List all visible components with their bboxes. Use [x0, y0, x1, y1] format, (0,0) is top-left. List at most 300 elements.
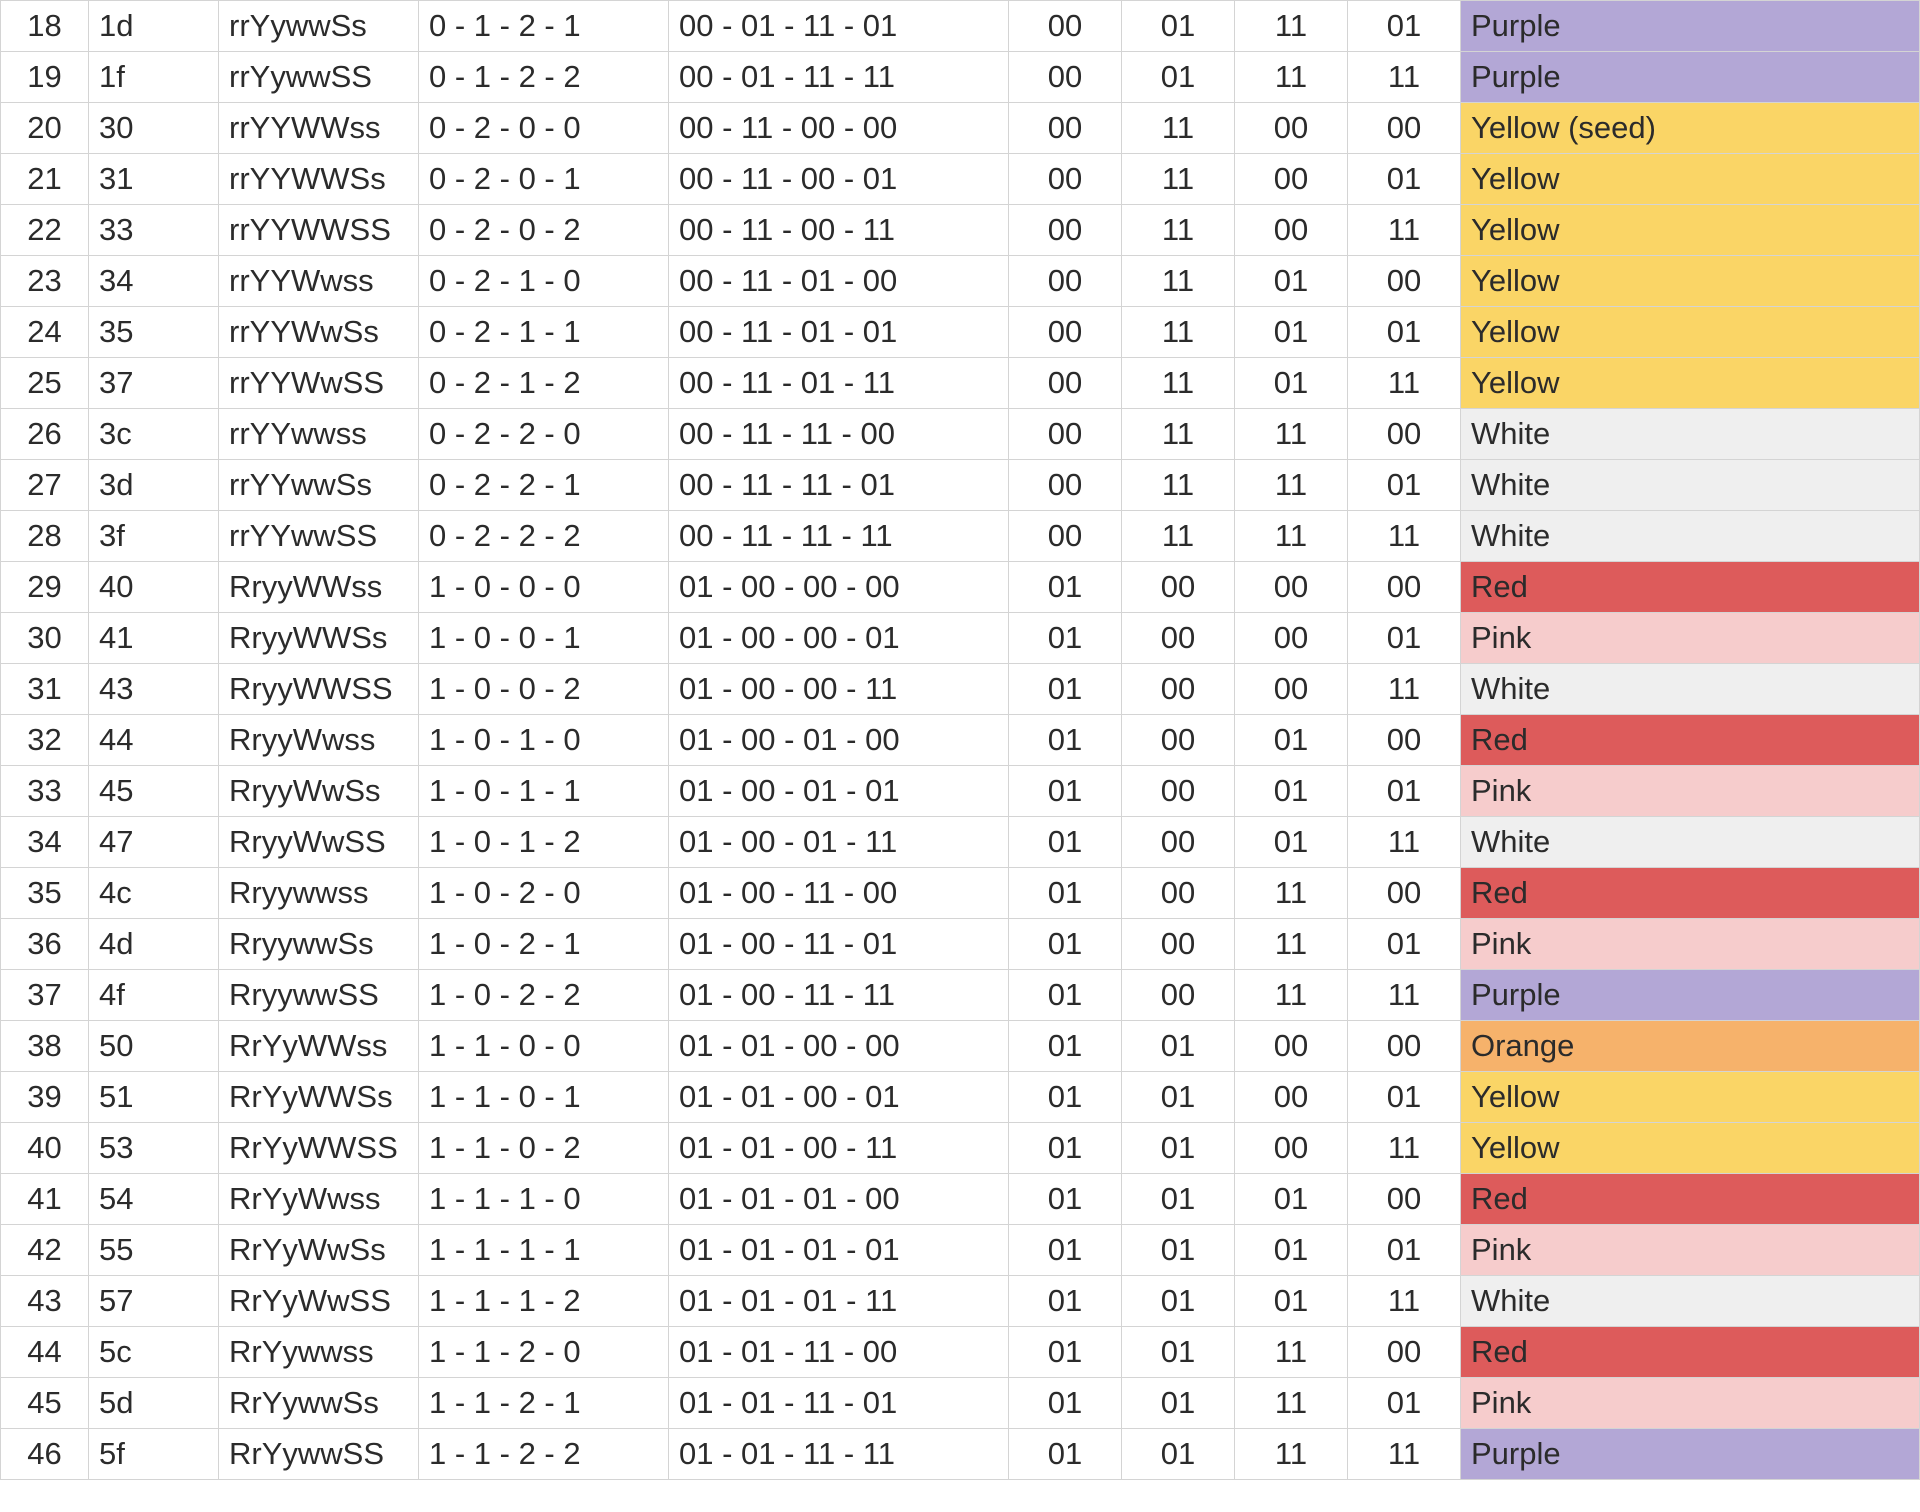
- dosage-cell[interactable]: 1 - 0 - 1 - 0: [419, 715, 669, 766]
- row-header-cell[interactable]: 33: [1, 766, 89, 817]
- dosage-cell[interactable]: 1 - 0 - 0 - 0: [419, 562, 669, 613]
- genotype-cell[interactable]: RryyWwss: [219, 715, 419, 766]
- genotype-cell[interactable]: RrYyWwSS: [219, 1276, 419, 1327]
- hex-cell[interactable]: 41: [89, 613, 219, 664]
- table-row[interactable]: [1, 1021, 1920, 1072]
- genotype-cell[interactable]: RrYywwSs: [219, 1378, 419, 1429]
- bits-cell[interactable]: 00 - 11 - 01 - 00: [669, 256, 1009, 307]
- table-row[interactable]: [1, 766, 1920, 817]
- genotype-cell[interactable]: rrYYWwss: [219, 256, 419, 307]
- bit-pair-3-cell[interactable]: 00: [1235, 664, 1348, 715]
- table-row[interactable]: [1, 511, 1920, 562]
- row-header-cell[interactable]: 43: [1, 1276, 89, 1327]
- dosage-cell[interactable]: 0 - 2 - 2 - 0: [419, 409, 669, 460]
- bit-pair-1-cell[interactable]: 00: [1009, 256, 1122, 307]
- bit-pair-4-cell[interactable]: 11: [1348, 970, 1461, 1021]
- genotype-cell[interactable]: RryyWWSS: [219, 664, 419, 715]
- bit-pair-2-cell[interactable]: 11: [1122, 205, 1235, 256]
- table-row[interactable]: [1, 1276, 1920, 1327]
- dosage-cell[interactable]: 1 - 0 - 1 - 2: [419, 817, 669, 868]
- bits-cell[interactable]: 01 - 01 - 11 - 00: [669, 1327, 1009, 1378]
- bit-pair-3-cell[interactable]: 01: [1235, 256, 1348, 307]
- bit-pair-1-cell[interactable]: 00: [1009, 511, 1122, 562]
- bit-pair-1-cell[interactable]: 01: [1009, 817, 1122, 868]
- row-header-cell[interactable]: 22: [1, 205, 89, 256]
- bit-pair-3-cell[interactable]: 11: [1235, 868, 1348, 919]
- row-header-cell[interactable]: 29: [1, 562, 89, 613]
- table-row[interactable]: [1, 1072, 1920, 1123]
- bit-pair-4-cell[interactable]: 11: [1348, 1276, 1461, 1327]
- bits-cell[interactable]: 01 - 00 - 11 - 01: [669, 919, 1009, 970]
- dosage-cell[interactable]: 1 - 0 - 0 - 1: [419, 613, 669, 664]
- dosage-cell[interactable]: 1 - 0 - 1 - 1: [419, 766, 669, 817]
- bits-cell[interactable]: 01 - 00 - 11 - 11: [669, 970, 1009, 1021]
- genotype-cell[interactable]: rrYYWWss: [219, 103, 419, 154]
- bit-pair-3-cell[interactable]: 00: [1235, 1021, 1348, 1072]
- bit-pair-1-cell[interactable]: 01: [1009, 1276, 1122, 1327]
- bits-cell[interactable]: 01 - 00 - 00 - 01: [669, 613, 1009, 664]
- dosage-cell[interactable]: 1 - 0 - 2 - 2: [419, 970, 669, 1021]
- bit-pair-3-cell[interactable]: 01: [1235, 358, 1348, 409]
- bit-pair-4-cell[interactable]: 11: [1348, 817, 1461, 868]
- hex-cell[interactable]: 3c: [89, 409, 219, 460]
- genotype-cell[interactable]: RryyWWss: [219, 562, 419, 613]
- bit-pair-3-cell[interactable]: 11: [1235, 970, 1348, 1021]
- color-label-cell[interactable]: Yellow: [1461, 154, 1920, 205]
- dosage-cell[interactable]: 0 - 2 - 0 - 2: [419, 205, 669, 256]
- bit-pair-3-cell[interactable]: 00: [1235, 1072, 1348, 1123]
- bits-cell[interactable]: 00 - 01 - 11 - 11: [669, 52, 1009, 103]
- bit-pair-2-cell[interactable]: 11: [1122, 307, 1235, 358]
- genotype-cell[interactable]: Rryywwss: [219, 868, 419, 919]
- bit-pair-4-cell[interactable]: 01: [1348, 1378, 1461, 1429]
- table-row[interactable]: [1, 358, 1920, 409]
- hex-cell[interactable]: 37: [89, 358, 219, 409]
- bit-pair-4-cell[interactable]: 00: [1348, 715, 1461, 766]
- table-row[interactable]: [1, 103, 1920, 154]
- bit-pair-3-cell[interactable]: 01: [1235, 1225, 1348, 1276]
- bit-pair-3-cell[interactable]: 00: [1235, 205, 1348, 256]
- bit-pair-3-cell[interactable]: 11: [1235, 511, 1348, 562]
- bits-cell[interactable]: 00 - 11 - 00 - 01: [669, 154, 1009, 205]
- bit-pair-3-cell[interactable]: 11: [1235, 460, 1348, 511]
- hex-cell[interactable]: 5d: [89, 1378, 219, 1429]
- row-header-cell[interactable]: 21: [1, 154, 89, 205]
- dosage-cell[interactable]: 1 - 0 - 0 - 2: [419, 664, 669, 715]
- row-header-cell[interactable]: 30: [1, 613, 89, 664]
- genotype-cell[interactable]: RrYyWwss: [219, 1174, 419, 1225]
- table-row[interactable]: [1, 868, 1920, 919]
- table-row[interactable]: [1, 154, 1920, 205]
- bit-pair-4-cell[interactable]: 01: [1348, 1072, 1461, 1123]
- bits-cell[interactable]: 00 - 11 - 01 - 11: [669, 358, 1009, 409]
- bit-pair-4-cell[interactable]: 00: [1348, 868, 1461, 919]
- bit-pair-2-cell[interactable]: 00: [1122, 613, 1235, 664]
- color-label-cell[interactable]: Orange: [1461, 1021, 1920, 1072]
- color-label-cell[interactable]: Pink: [1461, 766, 1920, 817]
- bit-pair-2-cell[interactable]: 11: [1122, 154, 1235, 205]
- bit-pair-3-cell[interactable]: 00: [1235, 613, 1348, 664]
- table-row[interactable]: [1, 1327, 1920, 1378]
- bit-pair-3-cell[interactable]: 11: [1235, 1378, 1348, 1429]
- color-label-cell[interactable]: Purple: [1461, 970, 1920, 1021]
- genotype-cell[interactable]: RryyWWSs: [219, 613, 419, 664]
- hex-cell[interactable]: 51: [89, 1072, 219, 1123]
- genotype-cell[interactable]: RrYyWWSS: [219, 1123, 419, 1174]
- bit-pair-1-cell[interactable]: 00: [1009, 307, 1122, 358]
- color-label-cell[interactable]: Purple: [1461, 1, 1920, 52]
- genotype-cell[interactable]: rrYYwwSs: [219, 460, 419, 511]
- color-label-cell[interactable]: Red: [1461, 715, 1920, 766]
- bit-pair-2-cell[interactable]: 00: [1122, 817, 1235, 868]
- bit-pair-1-cell[interactable]: 00: [1009, 1, 1122, 52]
- bit-pair-4-cell[interactable]: 01: [1348, 460, 1461, 511]
- hex-cell[interactable]: 3d: [89, 460, 219, 511]
- row-header-cell[interactable]: 42: [1, 1225, 89, 1276]
- row-header-cell[interactable]: 28: [1, 511, 89, 562]
- table-row[interactable]: [1, 460, 1920, 511]
- hex-cell[interactable]: 34: [89, 256, 219, 307]
- bit-pair-2-cell[interactable]: 00: [1122, 715, 1235, 766]
- genotype-cell[interactable]: RrYywwss: [219, 1327, 419, 1378]
- bit-pair-2-cell[interactable]: 01: [1122, 1123, 1235, 1174]
- hex-cell[interactable]: 4f: [89, 970, 219, 1021]
- bit-pair-1-cell[interactable]: 01: [1009, 766, 1122, 817]
- genotype-cell[interactable]: RrYyWWSs: [219, 1072, 419, 1123]
- bit-pair-3-cell[interactable]: 01: [1235, 1276, 1348, 1327]
- table-row[interactable]: [1, 1429, 1920, 1480]
- bit-pair-3-cell[interactable]: 01: [1235, 766, 1348, 817]
- bit-pair-4-cell[interactable]: 11: [1348, 664, 1461, 715]
- bit-pair-4-cell[interactable]: 00: [1348, 103, 1461, 154]
- bit-pair-2-cell[interactable]: 11: [1122, 256, 1235, 307]
- row-header-cell[interactable]: 39: [1, 1072, 89, 1123]
- hex-cell[interactable]: 1d: [89, 1, 219, 52]
- bits-cell[interactable]: 01 - 01 - 01 - 00: [669, 1174, 1009, 1225]
- hex-cell[interactable]: 50: [89, 1021, 219, 1072]
- row-header-cell[interactable]: 20: [1, 103, 89, 154]
- bit-pair-4-cell[interactable]: 01: [1348, 919, 1461, 970]
- bit-pair-1-cell[interactable]: 01: [1009, 1327, 1122, 1378]
- row-header-cell[interactable]: 31: [1, 664, 89, 715]
- bit-pair-1-cell[interactable]: 01: [1009, 715, 1122, 766]
- genotype-cell[interactable]: rrYYWwSS: [219, 358, 419, 409]
- bits-cell[interactable]: 00 - 11 - 00 - 00: [669, 103, 1009, 154]
- bit-pair-2-cell[interactable]: 00: [1122, 664, 1235, 715]
- bit-pair-4-cell[interactable]: 00: [1348, 1174, 1461, 1225]
- row-header-cell[interactable]: 26: [1, 409, 89, 460]
- hex-cell[interactable]: 47: [89, 817, 219, 868]
- hex-cell[interactable]: 1f: [89, 52, 219, 103]
- color-label-cell[interactable]: Yellow: [1461, 1123, 1920, 1174]
- genotype-cell[interactable]: rrYywwSS: [219, 52, 419, 103]
- color-label-cell[interactable]: White: [1461, 664, 1920, 715]
- color-label-cell[interactable]: White: [1461, 460, 1920, 511]
- table-row[interactable]: [1, 1123, 1920, 1174]
- genotype-cell[interactable]: rrYywwSs: [219, 1, 419, 52]
- bit-pair-4-cell[interactable]: 00: [1348, 256, 1461, 307]
- bit-pair-4-cell[interactable]: 00: [1348, 409, 1461, 460]
- bits-cell[interactable]: 01 - 01 - 00 - 11: [669, 1123, 1009, 1174]
- bit-pair-2-cell[interactable]: 01: [1122, 1429, 1235, 1480]
- color-label-cell[interactable]: Purple: [1461, 1429, 1920, 1480]
- bit-pair-2-cell[interactable]: 00: [1122, 919, 1235, 970]
- bit-pair-3-cell[interactable]: 00: [1235, 562, 1348, 613]
- table-row[interactable]: [1, 1378, 1920, 1429]
- bits-cell[interactable]: 00 - 01 - 11 - 01: [669, 1, 1009, 52]
- table-row[interactable]: [1, 1174, 1920, 1225]
- dosage-cell[interactable]: 0 - 1 - 2 - 2: [419, 52, 669, 103]
- row-header-cell[interactable]: 19: [1, 52, 89, 103]
- dosage-cell[interactable]: 1 - 1 - 1 - 0: [419, 1174, 669, 1225]
- hex-cell[interactable]: 43: [89, 664, 219, 715]
- bits-cell[interactable]: 01 - 01 - 11 - 01: [669, 1378, 1009, 1429]
- bit-pair-3-cell[interactable]: 11: [1235, 1429, 1348, 1480]
- hex-cell[interactable]: 5f: [89, 1429, 219, 1480]
- hex-cell[interactable]: 5c: [89, 1327, 219, 1378]
- bits-cell[interactable]: 01 - 01 - 01 - 11: [669, 1276, 1009, 1327]
- row-header-cell[interactable]: 40: [1, 1123, 89, 1174]
- bit-pair-3-cell[interactable]: 01: [1235, 817, 1348, 868]
- bit-pair-3-cell[interactable]: 11: [1235, 52, 1348, 103]
- hex-cell[interactable]: 30: [89, 103, 219, 154]
- table-row[interactable]: [1, 970, 1920, 1021]
- bits-cell[interactable]: 01 - 00 - 01 - 00: [669, 715, 1009, 766]
- bit-pair-1-cell[interactable]: 01: [1009, 1429, 1122, 1480]
- dosage-cell[interactable]: 0 - 2 - 1 - 2: [419, 358, 669, 409]
- bits-cell[interactable]: 01 - 01 - 11 - 11: [669, 1429, 1009, 1480]
- row-header-cell[interactable]: 18: [1, 1, 89, 52]
- color-label-cell[interactable]: Yellow (seed): [1461, 103, 1920, 154]
- bit-pair-4-cell[interactable]: 01: [1348, 1, 1461, 52]
- table-row[interactable]: [1, 52, 1920, 103]
- color-label-cell[interactable]: White: [1461, 1276, 1920, 1327]
- table-row[interactable]: [1, 1, 1920, 52]
- bit-pair-4-cell[interactable]: 01: [1348, 1225, 1461, 1276]
- genotype-cell[interactable]: RryyWwSS: [219, 817, 419, 868]
- table-row[interactable]: [1, 1225, 1920, 1276]
- color-label-cell[interactable]: Pink: [1461, 919, 1920, 970]
- genotype-cell[interactable]: RryywwSs: [219, 919, 419, 970]
- dosage-cell[interactable]: 0 - 2 - 2 - 1: [419, 460, 669, 511]
- color-label-cell[interactable]: Yellow: [1461, 307, 1920, 358]
- bit-pair-1-cell[interactable]: 01: [1009, 1174, 1122, 1225]
- bit-pair-2-cell[interactable]: 00: [1122, 868, 1235, 919]
- bit-pair-2-cell[interactable]: 11: [1122, 409, 1235, 460]
- bits-cell[interactable]: 00 - 11 - 01 - 01: [669, 307, 1009, 358]
- bits-cell[interactable]: 01 - 00 - 11 - 00: [669, 868, 1009, 919]
- bit-pair-4-cell[interactable]: 11: [1348, 52, 1461, 103]
- genotype-cell[interactable]: rrYYwwSS: [219, 511, 419, 562]
- dosage-cell[interactable]: 1 - 0 - 2 - 1: [419, 919, 669, 970]
- row-header-cell[interactable]: 38: [1, 1021, 89, 1072]
- bit-pair-4-cell[interactable]: 01: [1348, 766, 1461, 817]
- table-row[interactable]: [1, 307, 1920, 358]
- bit-pair-3-cell[interactable]: 11: [1235, 919, 1348, 970]
- row-header-cell[interactable]: 24: [1, 307, 89, 358]
- bit-pair-3-cell[interactable]: 11: [1235, 1327, 1348, 1378]
- table-row[interactable]: [1, 562, 1920, 613]
- dosage-cell[interactable]: 1 - 0 - 2 - 0: [419, 868, 669, 919]
- bits-cell[interactable]: 01 - 00 - 00 - 11: [669, 664, 1009, 715]
- bit-pair-4-cell[interactable]: 11: [1348, 205, 1461, 256]
- bit-pair-4-cell[interactable]: 11: [1348, 511, 1461, 562]
- color-label-cell[interactable]: Pink: [1461, 1225, 1920, 1276]
- genotype-cell[interactable]: rrYYWWSS: [219, 205, 419, 256]
- bit-pair-3-cell[interactable]: 01: [1235, 715, 1348, 766]
- bits-cell[interactable]: 01 - 01 - 01 - 01: [669, 1225, 1009, 1276]
- genotype-cell[interactable]: RrYyWWss: [219, 1021, 419, 1072]
- bit-pair-4-cell[interactable]: 00: [1348, 1327, 1461, 1378]
- genotype-cell[interactable]: RrYywwSS: [219, 1429, 419, 1480]
- color-label-cell[interactable]: Yellow: [1461, 1072, 1920, 1123]
- bit-pair-1-cell[interactable]: 01: [1009, 1225, 1122, 1276]
- bit-pair-1-cell[interactable]: 00: [1009, 460, 1122, 511]
- bit-pair-3-cell[interactable]: 00: [1235, 1123, 1348, 1174]
- hex-cell[interactable]: 54: [89, 1174, 219, 1225]
- row-header-cell[interactable]: 23: [1, 256, 89, 307]
- bit-pair-1-cell[interactable]: 01: [1009, 562, 1122, 613]
- bits-cell[interactable]: 00 - 11 - 00 - 11: [669, 205, 1009, 256]
- hex-cell[interactable]: 35: [89, 307, 219, 358]
- dosage-cell[interactable]: 0 - 2 - 0 - 0: [419, 103, 669, 154]
- bit-pair-2-cell[interactable]: 00: [1122, 970, 1235, 1021]
- bit-pair-2-cell[interactable]: 00: [1122, 562, 1235, 613]
- bit-pair-3-cell[interactable]: 01: [1235, 307, 1348, 358]
- bit-pair-2-cell[interactable]: 11: [1122, 460, 1235, 511]
- bits-cell[interactable]: 01 - 00 - 00 - 00: [669, 562, 1009, 613]
- bit-pair-1-cell[interactable]: 00: [1009, 52, 1122, 103]
- bit-pair-2-cell[interactable]: 01: [1122, 52, 1235, 103]
- color-label-cell[interactable]: Yellow: [1461, 205, 1920, 256]
- row-header-cell[interactable]: 41: [1, 1174, 89, 1225]
- bit-pair-4-cell[interactable]: 00: [1348, 1021, 1461, 1072]
- hex-cell[interactable]: 40: [89, 562, 219, 613]
- row-header-cell[interactable]: 35: [1, 868, 89, 919]
- bit-pair-2-cell[interactable]: 11: [1122, 358, 1235, 409]
- bit-pair-1-cell[interactable]: 01: [1009, 664, 1122, 715]
- bit-pair-1-cell[interactable]: 01: [1009, 1378, 1122, 1429]
- bit-pair-2-cell[interactable]: 11: [1122, 511, 1235, 562]
- bits-cell[interactable]: 01 - 00 - 01 - 11: [669, 817, 1009, 868]
- row-header-cell[interactable]: 37: [1, 970, 89, 1021]
- genotype-cell[interactable]: RryywwSS: [219, 970, 419, 1021]
- bit-pair-3-cell[interactable]: 00: [1235, 154, 1348, 205]
- hex-cell[interactable]: 44: [89, 715, 219, 766]
- color-label-cell[interactable]: Pink: [1461, 1378, 1920, 1429]
- bit-pair-3-cell[interactable]: 11: [1235, 409, 1348, 460]
- color-label-cell[interactable]: White: [1461, 409, 1920, 460]
- dosage-cell[interactable]: 0 - 2 - 2 - 2: [419, 511, 669, 562]
- bit-pair-2-cell[interactable]: 01: [1122, 1174, 1235, 1225]
- hex-cell[interactable]: 31: [89, 154, 219, 205]
- table-row[interactable]: [1, 613, 1920, 664]
- table-row[interactable]: [1, 817, 1920, 868]
- row-header-cell[interactable]: 32: [1, 715, 89, 766]
- color-label-cell[interactable]: Red: [1461, 562, 1920, 613]
- bits-cell[interactable]: 01 - 01 - 00 - 00: [669, 1021, 1009, 1072]
- bit-pair-1-cell[interactable]: 01: [1009, 1072, 1122, 1123]
- dosage-cell[interactable]: 0 - 1 - 2 - 1: [419, 1, 669, 52]
- color-label-cell[interactable]: Red: [1461, 868, 1920, 919]
- table-row[interactable]: [1, 205, 1920, 256]
- hex-cell[interactable]: 53: [89, 1123, 219, 1174]
- bit-pair-2-cell[interactable]: 01: [1122, 1021, 1235, 1072]
- color-label-cell[interactable]: Yellow: [1461, 256, 1920, 307]
- dosage-cell[interactable]: 0 - 2 - 1 - 0: [419, 256, 669, 307]
- genotype-cell[interactable]: rrYYWwSs: [219, 307, 419, 358]
- bit-pair-4-cell[interactable]: 00: [1348, 562, 1461, 613]
- bit-pair-1-cell[interactable]: 00: [1009, 409, 1122, 460]
- bit-pair-2-cell[interactable]: 01: [1122, 1327, 1235, 1378]
- bit-pair-2-cell[interactable]: 01: [1122, 1225, 1235, 1276]
- bit-pair-1-cell[interactable]: 00: [1009, 205, 1122, 256]
- dosage-cell[interactable]: 1 - 1 - 1 - 2: [419, 1276, 669, 1327]
- dosage-cell[interactable]: 1 - 1 - 2 - 0: [419, 1327, 669, 1378]
- bits-cell[interactable]: 00 - 11 - 11 - 11: [669, 511, 1009, 562]
- hex-cell[interactable]: 57: [89, 1276, 219, 1327]
- dosage-cell[interactable]: 1 - 1 - 0 - 0: [419, 1021, 669, 1072]
- bit-pair-1-cell[interactable]: 00: [1009, 358, 1122, 409]
- bits-cell[interactable]: 01 - 01 - 00 - 01: [669, 1072, 1009, 1123]
- dosage-cell[interactable]: 0 - 2 - 0 - 1: [419, 154, 669, 205]
- bit-pair-4-cell[interactable]: 11: [1348, 1123, 1461, 1174]
- table-row[interactable]: [1, 919, 1920, 970]
- genotype-cell[interactable]: RryyWwSs: [219, 766, 419, 817]
- dosage-cell[interactable]: 1 - 1 - 2 - 1: [419, 1378, 669, 1429]
- bit-pair-1-cell[interactable]: 00: [1009, 154, 1122, 205]
- dosage-cell[interactable]: 1 - 1 - 0 - 2: [419, 1123, 669, 1174]
- bit-pair-1-cell[interactable]: 01: [1009, 1021, 1122, 1072]
- dosage-cell[interactable]: 1 - 1 - 1 - 1: [419, 1225, 669, 1276]
- table-row[interactable]: [1, 664, 1920, 715]
- bit-pair-1-cell[interactable]: 01: [1009, 613, 1122, 664]
- bit-pair-3-cell[interactable]: 11: [1235, 1, 1348, 52]
- row-header-cell[interactable]: 46: [1, 1429, 89, 1480]
- table-row[interactable]: [1, 256, 1920, 307]
- bit-pair-4-cell[interactable]: 01: [1348, 307, 1461, 358]
- bit-pair-3-cell[interactable]: 00: [1235, 103, 1348, 154]
- bits-cell[interactable]: 00 - 11 - 11 - 01: [669, 460, 1009, 511]
- row-header-cell[interactable]: 44: [1, 1327, 89, 1378]
- bit-pair-2-cell[interactable]: 01: [1122, 1, 1235, 52]
- table-row[interactable]: [1, 715, 1920, 766]
- genotype-cell[interactable]: RrYyWwSs: [219, 1225, 419, 1276]
- color-label-cell[interactable]: White: [1461, 511, 1920, 562]
- bits-cell[interactable]: 01 - 00 - 01 - 01: [669, 766, 1009, 817]
- bit-pair-4-cell[interactable]: 11: [1348, 358, 1461, 409]
- bit-pair-4-cell[interactable]: 11: [1348, 1429, 1461, 1480]
- bit-pair-1-cell[interactable]: 01: [1009, 919, 1122, 970]
- bit-pair-2-cell[interactable]: 01: [1122, 1378, 1235, 1429]
- genotype-cell[interactable]: rrYYwwss: [219, 409, 419, 460]
- bit-pair-3-cell[interactable]: 01: [1235, 1174, 1348, 1225]
- dosage-cell[interactable]: 1 - 1 - 2 - 2: [419, 1429, 669, 1480]
- color-label-cell[interactable]: White: [1461, 817, 1920, 868]
- hex-cell[interactable]: 4c: [89, 868, 219, 919]
- row-header-cell[interactable]: 27: [1, 460, 89, 511]
- color-label-cell[interactable]: Yellow: [1461, 358, 1920, 409]
- bit-pair-4-cell[interactable]: 01: [1348, 154, 1461, 205]
- bit-pair-1-cell[interactable]: 01: [1009, 868, 1122, 919]
- bit-pair-2-cell[interactable]: 11: [1122, 103, 1235, 154]
- hex-cell[interactable]: 4d: [89, 919, 219, 970]
- color-label-cell[interactable]: Purple: [1461, 52, 1920, 103]
- hex-cell[interactable]: 33: [89, 205, 219, 256]
- bit-pair-1-cell[interactable]: 00: [1009, 103, 1122, 154]
- hex-cell[interactable]: 3f: [89, 511, 219, 562]
- bit-pair-2-cell[interactable]: 01: [1122, 1072, 1235, 1123]
